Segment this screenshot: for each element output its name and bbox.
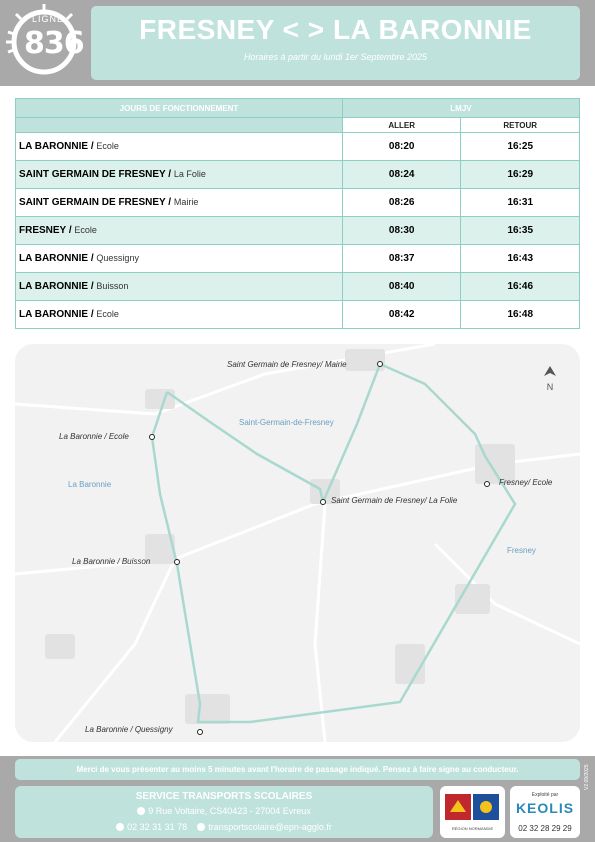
table-row bbox=[16, 301, 580, 329]
line-label: LIGNE bbox=[32, 14, 65, 24]
location-pin-icon bbox=[137, 807, 145, 815]
map-area-sgf: Saint-Germain-de-Fresney bbox=[239, 418, 334, 427]
col-aller: ALLER bbox=[342, 118, 461, 133]
north-label: N bbox=[546, 382, 554, 392]
aller-time: 08:26 bbox=[342, 189, 461, 217]
header bbox=[0, 0, 595, 86]
subheader-blank bbox=[16, 118, 343, 133]
stop-town: LA BARONNIE bbox=[19, 281, 89, 292]
stop-town: FRESNEY bbox=[19, 225, 67, 236]
stop-marker-quessigny bbox=[198, 730, 203, 735]
stop-place: Buisson bbox=[96, 281, 129, 291]
days-value: LMJV bbox=[342, 99, 579, 118]
stop-cell: LA BARONNIE / Quessigny bbox=[16, 245, 343, 273]
email-text: transportscolaire@epn-agglo.fr bbox=[208, 822, 332, 832]
keolis-name: KEOLIS bbox=[515, 800, 575, 816]
stop-town: LA BARONNIE bbox=[19, 141, 89, 152]
aller-time: 08:40 bbox=[342, 273, 461, 301]
region-caption: RÉGION NORMANDIE bbox=[451, 826, 494, 831]
stop-town: SAINT GERMAIN DE FRESNEY bbox=[19, 169, 166, 180]
timetable-header-row bbox=[16, 99, 580, 118]
stop-place: Mairie bbox=[173, 197, 199, 207]
table-row bbox=[16, 245, 580, 273]
retour-time: 16:31 bbox=[461, 189, 580, 217]
stop-place: Ecole bbox=[96, 309, 119, 319]
retour-time: 16:43 bbox=[461, 245, 580, 273]
map-label-baronnie-ecole: La Baronnie / Ecole bbox=[59, 432, 129, 441]
timetable-subheader-row bbox=[16, 118, 580, 133]
keolis-top: Exploité par bbox=[531, 792, 559, 798]
map-area-baronnie: La Baronnie bbox=[68, 480, 112, 489]
stop-cell: SAINT GERMAIN DE FRESNEY / La Folie bbox=[16, 161, 343, 189]
service-box bbox=[15, 786, 433, 838]
email-icon bbox=[197, 823, 205, 831]
retour-time: 16:29 bbox=[461, 161, 580, 189]
stop-cell: LA BARONNIE / Buisson bbox=[16, 273, 343, 301]
retour-time: 16:46 bbox=[461, 273, 580, 301]
map-label-quessigny: La Baronnie / Quessigny bbox=[85, 725, 173, 734]
content bbox=[0, 86, 595, 756]
phone-icon bbox=[116, 823, 124, 831]
stop-cell: FRESNEY / Ecole bbox=[16, 217, 343, 245]
service-address bbox=[15, 806, 433, 816]
stop-marker-la-folie bbox=[321, 500, 326, 505]
page-title: FRESNEY < > LA BARONNIE bbox=[139, 14, 532, 45]
line-number: 836 bbox=[24, 26, 84, 61]
service-contact bbox=[15, 822, 433, 832]
aller-time: 08:24 bbox=[342, 161, 461, 189]
map-label-la-folie: Saint Germain de Fresney/ La Folie bbox=[331, 496, 458, 505]
col-retour: RETOUR bbox=[461, 118, 580, 133]
stop-cell: SAINT GERMAIN DE FRESNEY / Mairie bbox=[16, 189, 343, 217]
stop-marker-mairie bbox=[378, 362, 383, 367]
stop-town: LA BARONNIE bbox=[19, 253, 89, 264]
address-text: 9 Rue Voltaire, CS40423 - 27004 Evreux bbox=[148, 806, 311, 816]
table-row bbox=[16, 273, 580, 301]
map-drawing bbox=[15, 344, 580, 742]
retour-time: 16:25 bbox=[461, 133, 580, 161]
north-arrow-icon bbox=[543, 366, 557, 394]
stop-town: LA BARONNIE bbox=[19, 309, 89, 320]
stop-marker-buisson bbox=[175, 560, 180, 565]
stop-marker-baronnie-ecole bbox=[150, 435, 155, 440]
aller-time: 08:30 bbox=[342, 217, 461, 245]
stop-place: Quessigny bbox=[96, 253, 139, 263]
phone-text: 02 32 31 31 78 bbox=[127, 822, 188, 832]
notice-banner: Merci de vous présenter au moins 5 minutes avant l'horaire de passage indiqué. Pensez à faire signe au conducteur. bbox=[15, 759, 580, 780]
aller-time: 08:20 bbox=[342, 133, 461, 161]
keolis-phone: 02 32 28 29 29 bbox=[518, 824, 572, 833]
table-row bbox=[16, 189, 580, 217]
line-badge bbox=[6, 4, 86, 82]
keolis-logo bbox=[510, 786, 580, 838]
stop-place: Ecole bbox=[74, 225, 97, 235]
stop-marker-fresney-ecole bbox=[485, 482, 490, 487]
stop-cell: LA BARONNIE / Ecole bbox=[16, 133, 343, 161]
timetable bbox=[15, 98, 580, 329]
map-area-fresney: Fresney bbox=[507, 546, 536, 555]
stop-cell: LA BARONNIE / Ecole bbox=[16, 301, 343, 329]
retour-time: 16:48 bbox=[461, 301, 580, 329]
page-subtitle: Horaires à partir du lundi 1er Septembre 2025 bbox=[243, 52, 428, 62]
map-label-buisson: La Baronnie / Buisson bbox=[72, 557, 151, 566]
table-row bbox=[16, 217, 580, 245]
service-title: SERVICE TRANSPORTS SCOLAIRES bbox=[135, 791, 313, 802]
document-id: V2 09/2025 bbox=[584, 764, 590, 790]
days-header: JOURS DE FONCTIONNEMENT bbox=[16, 99, 343, 118]
map-label-mairie: Saint Germain de Fresney/ Mairie bbox=[227, 360, 347, 369]
aller-time: 08:37 bbox=[342, 245, 461, 273]
table-row bbox=[16, 161, 580, 189]
stop-place: Ecole bbox=[96, 141, 119, 151]
stop-place: La Folie bbox=[173, 169, 206, 179]
region-crest-icon bbox=[440, 786, 505, 826]
retour-time: 16:35 bbox=[461, 217, 580, 245]
region-logo bbox=[440, 786, 505, 838]
route-map bbox=[15, 344, 580, 742]
stop-town: SAINT GERMAIN DE FRESNEY bbox=[19, 197, 166, 208]
aller-time: 08:42 bbox=[342, 301, 461, 329]
map-label-fresney-ecole: Fresney/ Ecole bbox=[499, 478, 553, 487]
table-row bbox=[16, 133, 580, 161]
